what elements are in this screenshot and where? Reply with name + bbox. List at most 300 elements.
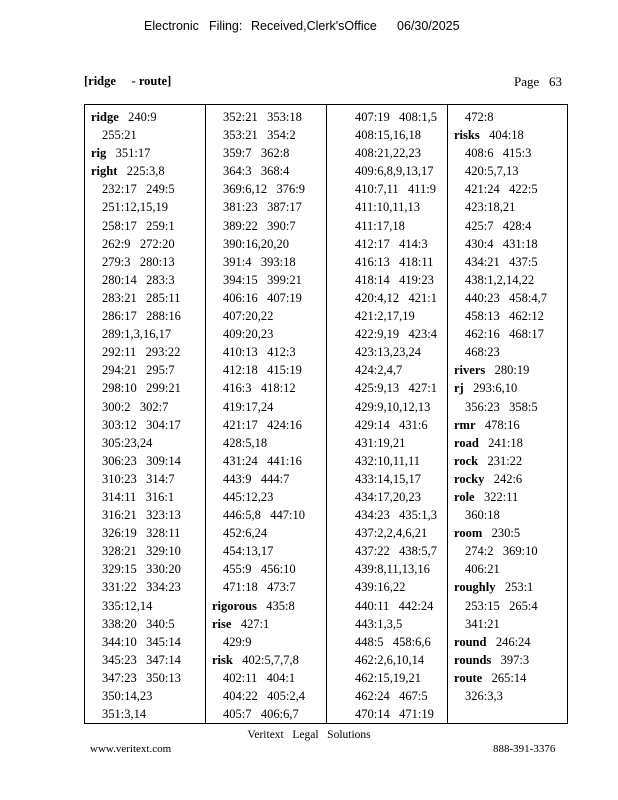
index-refs: 454:13,17 <box>223 544 274 559</box>
index-refs: 458:13 462:12 <box>465 309 544 324</box>
index-refs: 335:12,14 <box>102 598 153 613</box>
index-entry <box>454 108 567 126</box>
index-refs: 430:4 431:18 <box>465 236 538 251</box>
index-entry <box>454 343 567 361</box>
index-refs: 265:14 <box>491 670 527 685</box>
index-entry <box>344 162 447 180</box>
index-word: rigorous <box>212 598 257 613</box>
index-refs: 404:22 405:2,4 <box>223 689 305 703</box>
index-entry <box>344 597 447 615</box>
index-refs: 427:1 <box>240 616 270 631</box>
index-entry <box>91 235 205 253</box>
index-refs: 391:4 393:18 <box>223 254 296 269</box>
index-refs: 419:17,24 <box>223 399 274 414</box>
index-entry <box>344 669 447 687</box>
index-entry <box>344 307 447 325</box>
index-entry <box>212 452 326 470</box>
index-entry <box>344 560 447 578</box>
index-entry <box>344 705 447 723</box>
index-entry <box>454 144 567 162</box>
index-refs: 412:18 415:19 <box>223 363 302 378</box>
index-refs: 369:6,12 376:9 <box>223 182 305 197</box>
index-entry <box>212 325 326 343</box>
index-refs: 410:13 412:3 <box>223 345 296 360</box>
index-entry <box>344 343 447 361</box>
index-refs: 397:3 <box>500 652 530 667</box>
index-word: risk <box>212 652 233 667</box>
index-refs: 326:19 328:11 <box>102 526 181 541</box>
index-entry <box>212 253 326 271</box>
stamp-date: 06/30/2025 <box>397 19 460 33</box>
index-entry <box>91 669 205 687</box>
index-entry <box>91 361 205 379</box>
index-entry <box>91 108 205 126</box>
index-refs: 326:3,3 <box>465 689 503 703</box>
index-refs: 350:14,23 <box>102 689 153 703</box>
index-entry <box>212 289 326 307</box>
index-refs: 446:5,8 447:10 <box>223 508 305 523</box>
index-refs: 462:24 467:5 <box>355 689 428 703</box>
index-refs: 468:23 <box>465 345 500 360</box>
index-entry <box>454 542 567 560</box>
index-refs: 230:5 <box>491 526 521 541</box>
index-refs: 440:11 442:24 <box>355 598 434 613</box>
index-refs: 306:23 309:14 <box>102 453 181 468</box>
index-refs: 407:20,22 <box>223 309 274 324</box>
index-entry <box>454 633 567 651</box>
index-entry <box>91 434 205 452</box>
stamp-electronic: Electronic <box>144 19 199 33</box>
index-word: room <box>454 526 483 541</box>
index-entry <box>454 488 567 506</box>
index-entry <box>454 307 567 325</box>
index-refs: 231:22 <box>487 453 523 468</box>
index-entry <box>212 705 326 723</box>
index-column-2 <box>206 105 327 723</box>
index-entry <box>344 180 447 198</box>
index-entry <box>454 506 567 524</box>
index-entry <box>454 524 567 542</box>
index-refs: 408:6 415:3 <box>465 146 532 161</box>
stamp-received: Received,Clerk'sOffice <box>251 19 377 33</box>
filing-stamp <box>0 19 618 39</box>
index-entry <box>454 470 567 488</box>
index-refs: 298:10 299:21 <box>102 381 181 396</box>
index-refs: 293:6,10 <box>473 381 518 396</box>
index-refs: 253:1 <box>504 580 534 595</box>
index-entry <box>212 217 326 235</box>
footer-website: www.veritext.com <box>90 743 172 755</box>
index-range: [ridge - route] <box>84 74 172 88</box>
index-entry <box>212 144 326 162</box>
index-refs: 408:21,22,23 <box>355 146 421 161</box>
index-entry <box>344 379 447 397</box>
index-word: rmr <box>454 417 476 432</box>
index-refs: 305:23,24 <box>102 435 153 450</box>
index-word: rj <box>454 381 464 396</box>
index-word: roughly <box>454 580 496 595</box>
index-refs: 289:1,3,16,17 <box>102 327 172 342</box>
index-entry <box>91 651 205 669</box>
index-refs: 471:18 473:7 <box>223 580 296 595</box>
index-refs: 406:21 <box>465 562 500 577</box>
index-entry <box>344 198 447 216</box>
index-refs: 402:5,7,7,8 <box>242 652 299 667</box>
index-entry <box>344 217 447 235</box>
index-word: rig <box>91 146 107 161</box>
index-refs: 428:5,18 <box>223 435 268 450</box>
index-entry <box>212 198 326 216</box>
index-entry <box>212 669 326 687</box>
index-refs: 292:11 293:22 <box>102 345 181 360</box>
index-entry <box>454 361 567 379</box>
index-refs: 421:24 422:5 <box>465 182 538 197</box>
index-entry <box>344 651 447 669</box>
index-refs: 255:21 <box>102 128 137 143</box>
index-entry <box>212 488 326 506</box>
index-refs: 425:7 428:4 <box>465 218 532 233</box>
index-entry <box>212 615 326 633</box>
index-refs: 316:21 323:13 <box>102 508 181 523</box>
index-entry <box>212 343 326 361</box>
index-refs: 360:18 <box>465 508 500 523</box>
index-entry <box>344 633 447 651</box>
index-entry <box>344 271 447 289</box>
index-entry <box>454 597 567 615</box>
index-refs: 303:12 304:17 <box>102 417 181 432</box>
index-word: role <box>454 489 475 504</box>
footer-phone: 888-391-3376 <box>493 743 556 755</box>
index-refs: 294:21 295:7 <box>102 363 175 378</box>
index-entry <box>91 398 205 416</box>
page-number: Page 63 <box>514 74 563 89</box>
index-entry <box>454 325 567 343</box>
index-entry <box>91 126 205 144</box>
index-entry <box>454 669 567 687</box>
index-refs: 421:17 424:16 <box>223 417 302 432</box>
index-refs: 381:23 387:17 <box>223 200 302 215</box>
index-column-4 <box>448 105 567 723</box>
index-entry <box>212 470 326 488</box>
index-refs: 455:9 456:10 <box>223 562 296 577</box>
index-entry <box>454 615 567 633</box>
index-refs: 253:15 265:4 <box>465 598 538 613</box>
index-word: rounds <box>454 652 492 667</box>
stamp-filing: Filing: <box>209 19 243 33</box>
index-entry <box>91 597 205 615</box>
index-word: rivers <box>454 363 486 378</box>
index-refs: 300:2 302:7 <box>102 399 169 414</box>
index-refs: 262:9 272:20 <box>102 236 175 251</box>
index-table <box>84 104 568 724</box>
index-entry <box>212 307 326 325</box>
index-refs: 434:17,20,23 <box>355 489 421 504</box>
index-refs: 443:1,3,5 <box>355 616 403 631</box>
index-refs: 314:11 316:1 <box>102 489 175 504</box>
index-entry <box>212 126 326 144</box>
index-entry <box>454 578 567 596</box>
index-refs: 331:22 334:23 <box>102 580 181 595</box>
index-entry <box>212 398 326 416</box>
index-refs: 448:5 458:6,6 <box>355 634 431 649</box>
index-refs: 394:15 399:21 <box>223 272 302 287</box>
index-entry <box>91 542 205 560</box>
index-refs: 462:16 468:17 <box>465 327 544 342</box>
index-refs: 351:3,14 <box>102 707 147 722</box>
index-entry <box>454 434 567 452</box>
index-entry <box>344 524 447 542</box>
index-refs: 279:3 280:13 <box>102 254 175 269</box>
index-refs: 418:14 419:23 <box>355 272 434 287</box>
index-entry <box>212 597 326 615</box>
index-refs: 341:21 <box>465 616 500 631</box>
index-refs: 416:3 418:12 <box>223 381 296 396</box>
index-entry <box>212 651 326 669</box>
index-entry <box>454 289 567 307</box>
index-entry <box>91 144 205 162</box>
index-entry <box>344 434 447 452</box>
index-entry <box>454 651 567 669</box>
index-refs: 411:10,11,13 <box>355 200 421 215</box>
index-refs: 412:17 414:3 <box>355 236 428 251</box>
index-entry <box>91 705 205 723</box>
index-refs: 280:14 283:3 <box>102 272 175 287</box>
index-refs: 246:24 <box>495 634 531 649</box>
index-refs: 431:24 441:16 <box>223 453 302 468</box>
index-entry <box>454 560 567 578</box>
index-entry <box>91 416 205 434</box>
index-entry <box>91 578 205 596</box>
index-refs: 329:15 330:20 <box>102 562 181 577</box>
index-refs: 241:18 <box>488 435 523 450</box>
index-refs: 440:23 458:4,7 <box>465 290 547 305</box>
index-refs: 437:2,2,4,6,21 <box>355 526 428 541</box>
index-refs: 328:21 329:10 <box>102 544 181 559</box>
index-entry <box>454 126 567 144</box>
index-entry <box>454 217 567 235</box>
index-entry <box>212 434 326 452</box>
index-entry <box>212 379 326 397</box>
index-entry <box>91 524 205 542</box>
index-refs: 439:16,22 <box>355 580 406 595</box>
index-entry <box>344 108 447 126</box>
index-refs: 422:9,19 423:4 <box>355 327 437 342</box>
index-refs: 345:23 347:14 <box>102 652 181 667</box>
index-entry <box>344 416 447 434</box>
index-word: rise <box>212 616 232 631</box>
index-entry <box>91 470 205 488</box>
index-entry <box>91 560 205 578</box>
index-refs: 390:16,20,20 <box>223 236 289 251</box>
footer-company: Veritext Legal Solutions <box>247 729 371 741</box>
index-refs: 232:17 249:5 <box>102 182 175 197</box>
index-entry <box>91 271 205 289</box>
index-entry <box>91 325 205 343</box>
index-entry <box>344 325 447 343</box>
index-entry <box>91 452 205 470</box>
index-refs: 251:12,15,19 <box>102 200 168 215</box>
index-refs: 406:16 407:19 <box>223 290 302 305</box>
index-entry <box>344 615 447 633</box>
index-entry <box>212 416 326 434</box>
index-refs: 242:6 <box>493 471 523 486</box>
index-entry <box>212 271 326 289</box>
index-refs: 462:2,6,10,14 <box>355 652 425 667</box>
index-refs: 429:14 431:6 <box>355 417 428 432</box>
index-entry <box>344 361 447 379</box>
index-refs: 431:19,21 <box>355 435 406 450</box>
index-refs: 410:7,11 411:9 <box>355 182 437 197</box>
index-column-1 <box>85 105 206 723</box>
index-entry <box>454 379 567 397</box>
index-refs: 435:8 <box>266 598 295 613</box>
index-entry <box>212 524 326 542</box>
index-refs: 364:3 368:4 <box>223 164 290 179</box>
index-entry <box>344 253 447 271</box>
index-word: road <box>454 435 479 450</box>
index-entry <box>212 108 326 126</box>
index-refs: 359:7 362:8 <box>223 146 290 161</box>
index-refs: 356:23 358:5 <box>465 399 538 414</box>
index-word: route <box>454 670 483 685</box>
index-refs: 280:19 <box>494 363 530 378</box>
index-refs: 258:17 259:1 <box>102 218 175 233</box>
index-refs: 452:6,24 <box>223 526 268 541</box>
index-entry <box>91 506 205 524</box>
index-refs: 409:20,23 <box>223 327 274 342</box>
index-entry <box>212 560 326 578</box>
index-entry <box>454 271 567 289</box>
index-entry <box>344 289 447 307</box>
index-refs: 478:16 <box>484 417 520 432</box>
index-entry <box>344 126 447 144</box>
index-entry <box>454 198 567 216</box>
index-word: right <box>91 164 118 179</box>
index-refs: 407:19 408:1,5 <box>355 110 437 124</box>
index-entry <box>91 162 205 180</box>
index-refs: 434:21 437:5 <box>465 254 538 269</box>
index-refs: 443:9 444:7 <box>223 471 290 486</box>
index-entry <box>344 235 447 253</box>
index-word: risks <box>454 128 480 143</box>
index-entry <box>91 633 205 651</box>
index-entry <box>344 578 447 596</box>
index-refs: 352:21 353:18 <box>223 110 302 124</box>
index-refs: 225:3,8 <box>126 164 165 179</box>
index-word: rocky <box>454 471 485 486</box>
index-entry <box>454 235 567 253</box>
index-entry <box>344 470 447 488</box>
index-entry <box>91 253 205 271</box>
index-entry <box>454 452 567 470</box>
index-refs: 408:15,16,18 <box>355 128 421 143</box>
index-refs: 353:21 354:2 <box>223 128 296 143</box>
index-entry <box>344 144 447 162</box>
index-refs: 344:10 345:14 <box>102 634 181 649</box>
index-entry <box>91 289 205 307</box>
index-entry <box>454 416 567 434</box>
index-entry <box>91 217 205 235</box>
index-refs: 286:17 288:16 <box>102 309 181 324</box>
index-refs: 274:2 369:10 <box>465 544 538 559</box>
index-refs: 416:13 418:11 <box>355 254 434 269</box>
index-refs: 429:9,10,12,13 <box>355 399 431 414</box>
index-refs: 283:21 285:11 <box>102 290 181 305</box>
index-refs: 389:22 390:7 <box>223 218 296 233</box>
index-refs: 322:11 <box>483 489 519 504</box>
index-refs: 405:7 406:6,7 <box>223 707 299 722</box>
index-entry <box>454 180 567 198</box>
index-refs: 438:1,2,14,22 <box>465 272 535 287</box>
index-refs: 338:20 340:5 <box>102 616 175 631</box>
index-word: ridge <box>91 110 119 124</box>
index-entry <box>344 488 447 506</box>
index-column-3 <box>327 105 448 723</box>
index-entry <box>91 687 205 705</box>
index-refs: 420:4,12 421:1 <box>355 290 437 305</box>
index-entry <box>454 687 567 705</box>
index-entry <box>212 235 326 253</box>
index-refs: 472:8 <box>465 110 494 124</box>
index-refs: 432:10,11,11 <box>355 453 421 468</box>
index-entry <box>454 398 567 416</box>
index-refs: 347:23 350:13 <box>102 670 181 685</box>
index-refs: 445:12,23 <box>223 489 274 504</box>
index-entry <box>212 633 326 651</box>
index-refs: 434:23 435:1,3 <box>355 508 437 523</box>
index-refs: 404:18 <box>489 128 524 143</box>
index-entry <box>212 162 326 180</box>
index-refs: 420:5,7,13 <box>465 164 519 179</box>
index-refs: 421:2,17,19 <box>355 309 415 324</box>
index-refs: 470:14 471:19 <box>355 707 434 722</box>
index-entry <box>91 180 205 198</box>
index-entry <box>454 253 567 271</box>
index-entry <box>91 343 205 361</box>
index-entry <box>91 379 205 397</box>
index-refs: 423:18,21 <box>465 200 516 215</box>
index-refs: 429:9 <box>223 634 252 649</box>
index-word: rock <box>454 453 479 468</box>
index-refs: 424:2,4,7 <box>355 363 403 378</box>
index-entry <box>91 615 205 633</box>
index-refs: 240:9 <box>128 110 157 124</box>
index-refs: 423:13,23,24 <box>355 345 421 360</box>
index-entry <box>91 307 205 325</box>
index-entry <box>344 542 447 560</box>
index-entry <box>212 361 326 379</box>
index-entry <box>344 452 447 470</box>
index-entry <box>91 488 205 506</box>
index-entry <box>212 687 326 705</box>
index-refs: 351:17 <box>115 146 151 161</box>
index-entry <box>344 398 447 416</box>
index-refs: 439:8,11,13,16 <box>355 562 430 577</box>
index-entry <box>91 198 205 216</box>
index-refs: 310:23 314:7 <box>102 471 175 486</box>
index-refs: 462:15,19,21 <box>355 670 421 685</box>
index-word: round <box>454 634 487 649</box>
index-entry <box>212 506 326 524</box>
index-entry <box>212 578 326 596</box>
index-entry <box>212 542 326 560</box>
index-entry <box>454 162 567 180</box>
index-refs: 409:6,8,9,13,17 <box>355 164 434 179</box>
index-refs: 425:9,13 427:1 <box>355 381 437 396</box>
index-refs: 411:17,18 <box>355 218 405 233</box>
index-refs: 433:14,15,17 <box>355 471 421 486</box>
index-refs: 402:11 404:1 <box>223 670 296 685</box>
